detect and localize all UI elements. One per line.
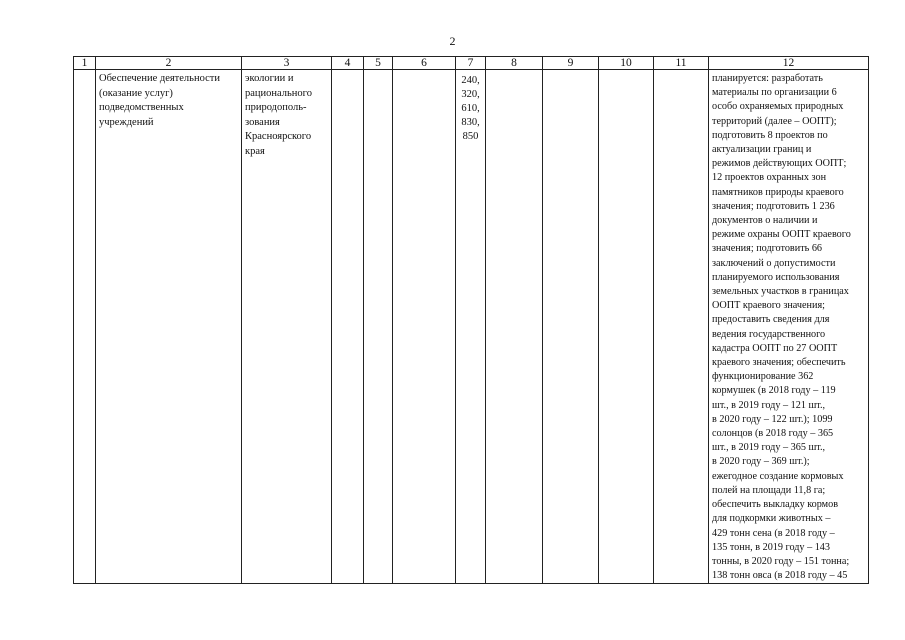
header-col-1: 1 bbox=[74, 57, 96, 70]
header-col-4: 4 bbox=[332, 57, 364, 70]
cell-col-11 bbox=[654, 70, 709, 584]
text-line: зования bbox=[245, 116, 280, 128]
text-line: планируемого использования bbox=[712, 271, 840, 283]
header-col-7: 7 bbox=[456, 57, 486, 70]
text-line: края bbox=[245, 145, 265, 157]
text-line: тонны, в 2020 году – 151 тонна; bbox=[712, 555, 850, 567]
text-line: экологии и bbox=[245, 73, 294, 84]
text-line: кормушек (в 2018 году – 119 bbox=[712, 385, 836, 397]
cell-col-1 bbox=[74, 70, 96, 584]
text-line: особо охраняемых природных bbox=[712, 101, 844, 113]
text-line: краевого значения; обеспечить bbox=[712, 357, 846, 369]
text-line: 320, bbox=[461, 89, 480, 100]
header-col-6: 6 bbox=[393, 57, 456, 70]
cell-col-4 bbox=[332, 70, 364, 584]
header-col-8: 8 bbox=[486, 57, 543, 70]
text-line: шт., в 2019 году – 121 шт., bbox=[712, 399, 826, 411]
header-col-5: 5 bbox=[364, 57, 393, 70]
header-col-11: 11 bbox=[654, 57, 709, 70]
text-line: 135 тонн, в 2019 году – 143 bbox=[712, 541, 830, 553]
text-line: 830, bbox=[461, 117, 480, 128]
text-line: Обеспечение деятельности bbox=[99, 73, 220, 84]
text-line: 138 тонн овса (в 2018 году – 45 bbox=[712, 570, 848, 582]
text-line: предоставить сведения для bbox=[712, 314, 830, 326]
text-line: подведомственных bbox=[99, 102, 184, 114]
text-line: шт., в 2019 году – 365 шт., bbox=[712, 442, 826, 454]
text-line: памятников природы краевого bbox=[712, 186, 844, 198]
cell-col-9 bbox=[543, 70, 599, 584]
header-col-9: 9 bbox=[543, 57, 599, 70]
text-line: территорий (далее – ООПТ); bbox=[712, 115, 837, 127]
text-line: 12 проектов охранных зон bbox=[712, 172, 827, 184]
cell-col-10 bbox=[599, 70, 654, 584]
cell-col-6 bbox=[393, 70, 456, 584]
cell-col-12 bbox=[709, 70, 869, 584]
cell-lines bbox=[456, 70, 485, 144]
text-line: заключений о допустимости bbox=[712, 257, 836, 269]
text-line: актуализации границ и bbox=[712, 144, 812, 156]
text-line: кадастра ООПТ по 27 ООПТ bbox=[712, 342, 838, 354]
text-line: в 2020 году – 122 шт.); 1099 bbox=[712, 413, 833, 425]
text-line: (оказание услуг) bbox=[99, 87, 173, 99]
text-line: обеспечить выкладку кормов bbox=[712, 499, 839, 511]
text-line: природополь- bbox=[245, 102, 307, 114]
cell-col-8 bbox=[486, 70, 543, 584]
header-col-10: 10 bbox=[599, 57, 654, 70]
document-table bbox=[73, 56, 869, 584]
text-line: режиме охраны ООПТ краевого bbox=[712, 229, 851, 241]
header-col-3: 3 bbox=[242, 57, 332, 70]
text-line: полей на площади 11,8 га; bbox=[712, 484, 826, 496]
text-line: ООПТ краевого значения; bbox=[712, 300, 825, 312]
text-line: Красноярского bbox=[245, 131, 312, 143]
text-line: 610, bbox=[461, 103, 480, 114]
text-line: ведения государственного bbox=[712, 328, 826, 340]
text-line: в 2020 году – 369 шт.); bbox=[712, 456, 810, 468]
cell-col-3 bbox=[242, 70, 332, 584]
text-line: 850 bbox=[462, 131, 479, 142]
text-line: материалы по организации 6 bbox=[712, 87, 837, 99]
text-line: 240, bbox=[461, 75, 480, 86]
text-line: для подкормки животных – bbox=[712, 513, 831, 525]
header-col-12: 12 bbox=[709, 57, 869, 70]
text-line: ежегодное создание кормовых bbox=[712, 470, 844, 482]
page-number: 2 bbox=[449, 34, 456, 48]
cell-lines bbox=[96, 70, 241, 130]
header-row bbox=[74, 57, 869, 70]
cell-lines bbox=[242, 70, 331, 160]
text-line: документов о наличии и bbox=[712, 215, 818, 227]
text-line: рационального bbox=[245, 87, 312, 99]
cell-col-5 bbox=[364, 70, 393, 584]
cell-lines bbox=[709, 70, 868, 583]
cell-col-7 bbox=[456, 70, 486, 584]
text-line: планируется: разработать bbox=[712, 73, 823, 84]
text-line: учреждений bbox=[99, 116, 154, 128]
text-line: 429 тонн сена (в 2018 году – bbox=[712, 527, 835, 539]
text-line: земельных участков в границах bbox=[712, 286, 849, 298]
text-line: функционирование 362 bbox=[712, 371, 814, 383]
table-row bbox=[74, 70, 869, 584]
text-line: значения; подготовить 66 bbox=[712, 243, 823, 255]
text-line: значения; подготовить 1 236 bbox=[712, 200, 835, 212]
text-line: режимов действующих ООПТ; bbox=[712, 158, 847, 170]
cell-col-2 bbox=[96, 70, 242, 584]
text-line: подготовить 8 проектов по bbox=[712, 129, 828, 141]
text-line: солонцов (в 2018 году – 365 bbox=[712, 428, 834, 440]
header-col-2: 2 bbox=[96, 57, 242, 70]
